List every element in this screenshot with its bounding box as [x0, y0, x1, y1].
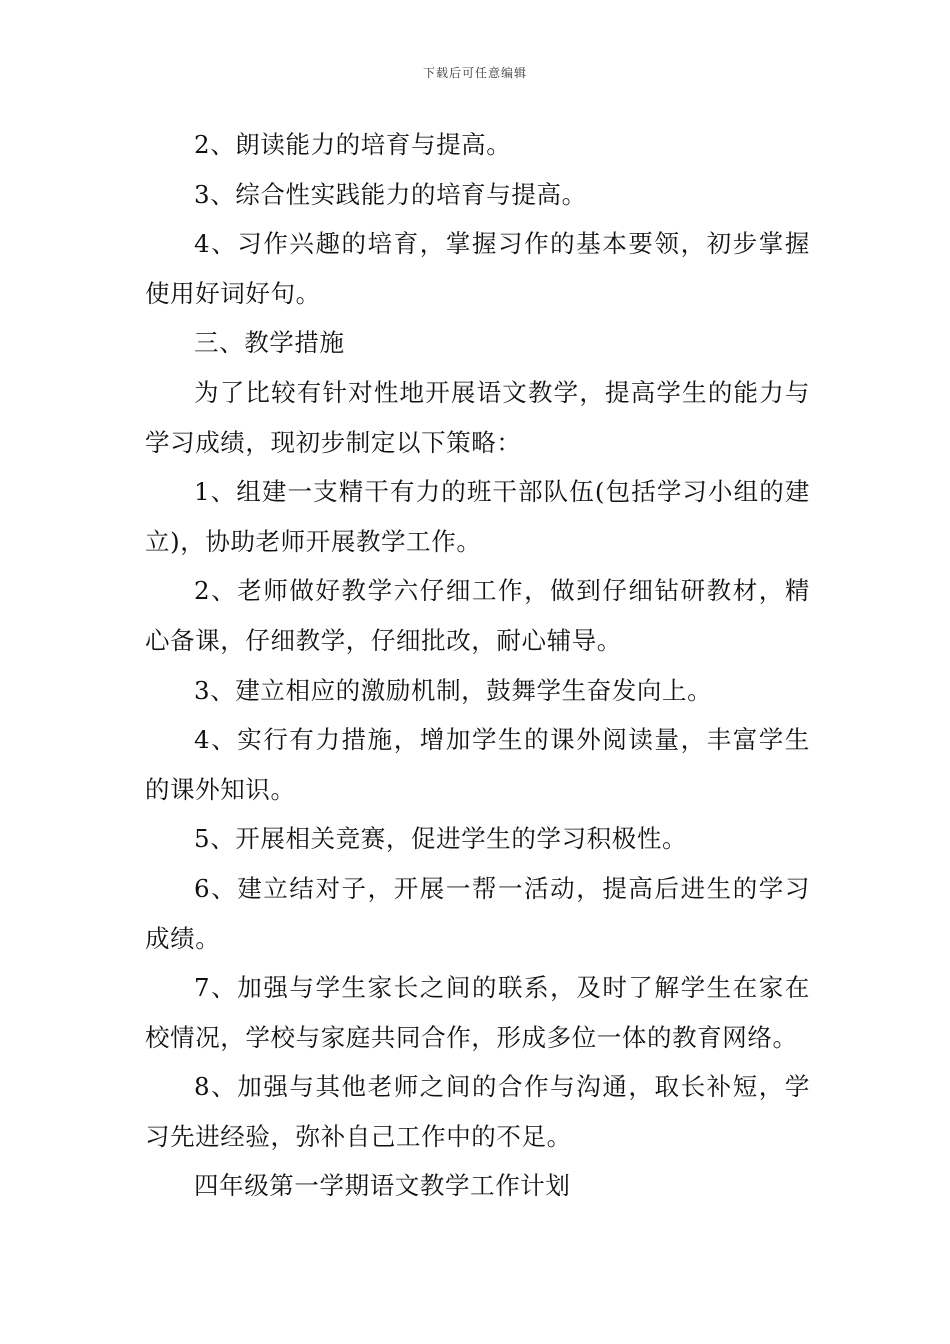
paragraph: 3、建立相应的激励机制，鼓舞学生奋发向上。 [194, 675, 713, 705]
paragraph: 3、综合性实践能力的培育与提高。 [194, 179, 587, 209]
section-heading: 三、教学措施 [194, 328, 345, 358]
document-title: 四年级第一学期语文教学工作计划 [194, 1171, 571, 1201]
paragraph: 8、加强与其他老师之间的合作与沟通，取长补短，学习先进经验，弥补自己工作中的不足。 [145, 1072, 810, 1151]
paragraph: 6、建立结对子，开展一帮一活动，提高后进生的学习成绩。 [145, 873, 810, 953]
paragraph: 7、加强与学生家长之间的联系，及时了解学生在家在校情况，学校与家庭共同合作，形成多位一体的教育网络。 [145, 973, 810, 1052]
paragraph: 5、开展相关竞赛，促进学生的学习积极性。 [194, 824, 688, 854]
paragraph: 1、组建一支精干有力的班干部队伍(包括学习小组的建立)，协助老师开展教学工作。 [145, 477, 810, 556]
paragraph: 4、习作兴趣的培育，掌握习作的基本要领，初步掌握使用好词好句。 [145, 229, 810, 308]
paragraph: 为了比较有针对性地开展语文教学，提高学生的能力与学习成绩，现初步制定以下策略： [145, 377, 810, 457]
paragraph: 2、老师做好教学六仔细工作，做到仔细钻研教材，精心备课，仔细教学，仔细批改，耐心辅导。 [145, 576, 810, 655]
page-header: 下载后可任意编辑 [422, 66, 527, 80]
document-body [145, 120, 810, 1211]
paragraph: 4、实行有力措施，增加学生的课外阅读量，丰富学生的课外知识。 [145, 725, 810, 804]
paragraph: 2、朗读能力的培育与提高。 [194, 130, 512, 159]
